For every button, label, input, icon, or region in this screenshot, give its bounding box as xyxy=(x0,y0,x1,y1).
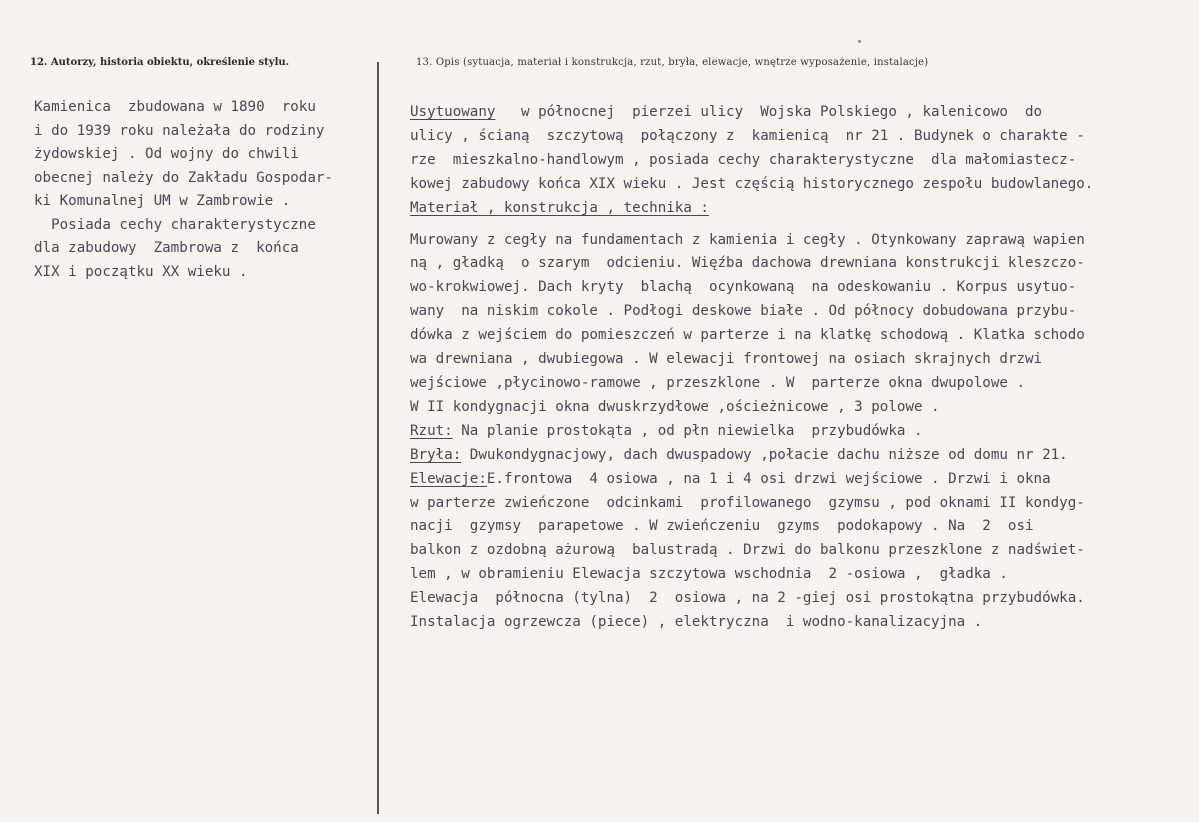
history-line: Kamienica zbudowana w 1890 roku xyxy=(34,99,316,115)
usytuowany-line: ulicy , ścianą szczytową połączony z kamienicą nr 21 . Budynek o charakte - xyxy=(410,127,1085,144)
bryla-line xyxy=(410,444,1190,468)
history-line: dla zabudowy Zambrowa z końca xyxy=(34,240,299,256)
material-line: dówka z wejściem do pomieszczeń w parterze i na klatkę schodową . Klatka schodo xyxy=(410,327,1085,344)
rzut-text: Na planie prostokąta , od płn niewielka przybudówka . xyxy=(452,422,923,439)
material-label: Materiał , konstrukcja , technika : xyxy=(410,199,709,216)
elewacje-line: lem , w obramieniu Elewacja szczytowa wschodnia 2 -osiowa , gładka . xyxy=(410,566,1008,583)
material-line: W II kondygnacji okna dwuskrzydłowe ,ościeżnicowe , 3 polowe . xyxy=(410,398,940,415)
history-line: Posiada cechy charakterystyczne xyxy=(34,216,316,233)
history-line: ki Komunalnej UM w Zambrowie . xyxy=(34,193,291,209)
material-line: Murowany z cegły na fundamentach z kamienia i cegły . Otynkowany zaprawą wapien xyxy=(410,231,1085,248)
history-line: XIX i początku XX wieku . xyxy=(34,263,248,280)
elewacje-line: Instalacja ogrzewcza (piece) , elektryczna i wodno-kanalizacyjna . xyxy=(410,614,983,631)
usytuowany-line: kowej zabudowy końca XIX wieku . Jest częścią historycznego zespołu budowlanego. xyxy=(410,175,1094,192)
usytuowany-text: w północnej pierzei ulicy Wojska Polskiego , kalenicowo do xyxy=(495,104,1043,120)
rzut-line xyxy=(410,420,1190,444)
material-line: ną , gładką o szarym odcieniu. Więźba dachowa drewniana konstrukcji kleszczo- xyxy=(410,255,1085,272)
usytuowany-line: rze mieszkalno-handlowym , posiada cechy charakterystyczne dla małomiastecz- xyxy=(410,151,1077,168)
section-12-header: 12. Autorzy, historia obiektu, określenie stylu. xyxy=(30,57,290,68)
material-line: wejściowe ,płycinowo-ramowe , przeszklone . W parterze okna dwupolowe . xyxy=(410,374,1025,391)
elewacje-line xyxy=(410,468,1190,492)
section-13-header: 13. Opis (sytuacja, materiał i konstrukcja, rzut, bryła, elewacje, wnętrze wyposażenie, instalacje) xyxy=(416,57,929,68)
material-line: wa drewniana , dwubiegowa . W elewacji frontowej na osiach skrajnych drzwi xyxy=(410,351,1043,368)
elewacje-text: E.frontowa 4 osiowa , na 1 i 4 osi drzwi wejściowe . Drzwi i okna xyxy=(486,470,1051,487)
spacer xyxy=(410,221,1190,229)
bryla-text: Dwukondygnacjowy, dach dwuspadowy ,połacie dachu niższe od domu nr 21. xyxy=(461,446,1068,463)
usytuowany-label: Usytuowany xyxy=(410,104,496,120)
history-line: obecnej należy do Zakładu Gospodar- xyxy=(34,169,333,186)
rzut-label: Rzut: xyxy=(410,422,453,439)
material-line: wany na niskim cokole . Podłogi deskowe białe . Od północy dobudowana przybu- xyxy=(410,303,1077,320)
usytuowany-line xyxy=(410,101,1190,125)
elewacje-label: Elewacje: xyxy=(410,470,487,487)
material-heading-line xyxy=(410,197,1190,221)
bryla-label: Bryła: xyxy=(410,446,462,463)
paper-speck xyxy=(858,40,861,43)
elewacje-line: balkon z ozdobną ażurową balustradą . Drzwi do balkonu przeszklone z nadświet- xyxy=(410,542,1085,559)
description-column xyxy=(410,101,1190,635)
elewacje-line: w parterze zwieńczone odcinkami profilowanego gzymsu , pod oknami II kondyg- xyxy=(410,494,1085,511)
history-line: i do 1939 roku należała do rodziny xyxy=(34,122,325,139)
column-divider xyxy=(377,62,379,814)
material-line: wo-krokwiowej. Dach kryty blachą ocynkowaną na odeskowaniu . Korpus usytuo- xyxy=(410,279,1077,296)
history-column xyxy=(34,96,374,284)
elewacje-line: Elewacja północna (tylna) 2 osiowa , na 2 -giej osi prostokątna przybudówka. xyxy=(410,590,1085,607)
history-line: żydowskiej . Od wojny do chwili xyxy=(34,146,299,162)
elewacje-line: nacji gzymsy parapetowe . W zwieńczeniu gzyms podokapowy . Na 2 osi xyxy=(410,518,1034,535)
